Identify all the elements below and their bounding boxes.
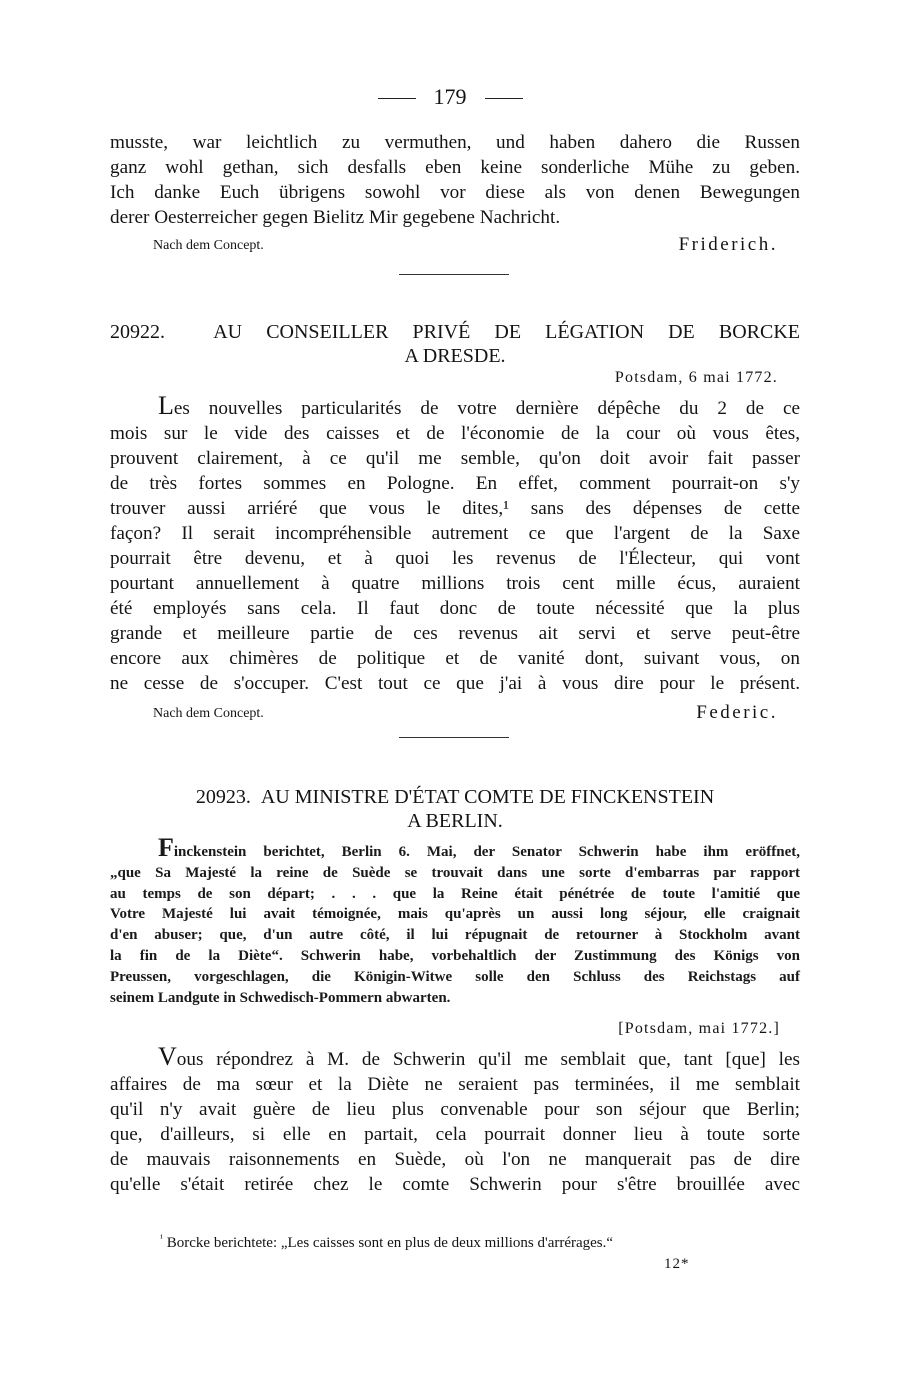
summary-line: „que Sa Majesté la reine de Suède se trouvait dans une sorte d'embarras par rapport bbox=[110, 864, 800, 881]
summary-line: Finckenstein berichtet, Berlin 6. Mai, der Senator Schwerin habe ihm eröffnet, bbox=[158, 833, 800, 862]
header-dash-left bbox=[378, 98, 416, 99]
summary-line: la fin de la Diète“. Schwerin habe, vorbehaltlich der Zustimmung des Königs von bbox=[110, 947, 800, 964]
text-line: Ich danke Euch übrigens sowohl vor diese als von denen Bewegungen bbox=[110, 182, 800, 203]
text-line: de mauvais raisonnements en Suède, où l'on ne manquerait pas de dire bbox=[110, 1149, 800, 1170]
text-line: que, d'ailleurs, si elle en partait, cela pourrait donner lieu à toute sorte bbox=[110, 1124, 800, 1145]
text-line: musste, war leichtlich zu vermuthen, und haben dahero die Russen bbox=[110, 132, 800, 153]
page-number: 179 bbox=[433, 84, 467, 109]
text-line: ne cesse de s'occuper. C'est tout ce que j'ai à vous dire pour le présent. bbox=[110, 673, 800, 694]
heading-title: AU MINISTRE D'ÉTAT COMTE DE FINCKENSTEIN bbox=[260, 786, 715, 808]
letter-body bbox=[110, 1042, 800, 1197]
text-line: ganz wohl gethan, sich desfalls eben keine sonderliche Mühe zu geben. bbox=[110, 157, 800, 178]
text-line: Les nouvelles particularités de votre dernière dépêche du 2 de ce bbox=[158, 391, 800, 420]
signature: Federic. bbox=[696, 702, 778, 723]
letter-number: 20923. bbox=[195, 786, 251, 808]
summary-line: Preussen, vorgeschlagen, die Königin-Witwe solle den Schluss des Reichstags auf bbox=[110, 968, 800, 985]
summary-line: d'en abuser; que, d'un autre côté, il lui répugnait de retourner à Stockholm avant bbox=[110, 927, 800, 944]
text-line: prouvent clairement, à ce qu'il me semble, qu'on doit avoir fait passer bbox=[110, 448, 800, 469]
drop-cap: L bbox=[158, 391, 174, 420]
section-divider bbox=[399, 737, 509, 738]
summary-line: Votre Majesté lui avait témoignée, mais qu'après un aussi long séjour, elle craignait bbox=[110, 906, 800, 923]
heading-place: A DRESDE. bbox=[404, 345, 506, 367]
page-header bbox=[0, 84, 900, 110]
source-note: Nach dem Concept. bbox=[153, 238, 264, 253]
summary-note bbox=[110, 833, 800, 1008]
text-line: encore aux chimères de politique et de vanité dont, suivant vous, on bbox=[110, 648, 800, 669]
heading-place: A BERLIN. bbox=[407, 810, 503, 832]
header-dash-right bbox=[485, 98, 523, 99]
letter-heading bbox=[110, 785, 800, 833]
summary-line: seinem Landgute in Schwedisch-Pommern abwarten. bbox=[110, 989, 451, 1006]
dateline: Potsdam, 6 mai 1772. bbox=[614, 369, 778, 386]
signature-mark: 12* bbox=[664, 1256, 690, 1272]
summary-line: au temps de son départ; . . . que la Reine était pénétrée de toute l'amitié que bbox=[110, 885, 800, 902]
text-line: Vous répondrez à M. de Schwerin qu'il me semblait que, tant [que] les bbox=[158, 1042, 800, 1071]
text-line: mois sur le vide des caisses et de l'économie de la cour où vous êtes, bbox=[110, 423, 800, 444]
text-line: de très fortes sommes en Pologne. En effet, comment pourrait-on s'y bbox=[110, 473, 800, 494]
footnote-text: Borcke berichtete: „Les caisses sont en plus de deux millions d'arrérages.“ bbox=[166, 1235, 614, 1251]
footnote-marker: ¹ bbox=[160, 1233, 163, 1244]
text-line: pourtant annuellement à quatre millions trois cent mille écus, auraient bbox=[110, 573, 800, 594]
text-line: façon? Il serait incompréhensible autrement ce que l'argent de la Saxe bbox=[110, 523, 800, 544]
text-line: qu'elle s'était retirée chez le comte Schwerin pour s'être brouillée avec bbox=[110, 1174, 800, 1195]
text-line: derer Oesterreicher gegen Bielitz Mir gegebene Nachricht. bbox=[110, 207, 561, 228]
dateline: [Potsdam, mai 1772.] bbox=[618, 1020, 780, 1037]
section-divider bbox=[399, 274, 509, 275]
opening-paragraph bbox=[110, 130, 800, 230]
footnote bbox=[160, 1233, 613, 1252]
text-line: pourrait être devenu, et à quoi les revenus de l'Électeur, qui vont bbox=[110, 548, 800, 569]
heading-line bbox=[110, 320, 800, 344]
text-line: été employés sans cela. Il faut donc de toute nécessité que la plus bbox=[110, 598, 800, 619]
heading-title: AU CONSEILLER PRIVÉ DE LÉGATION DE BORCKE bbox=[213, 321, 800, 343]
text-line: affaires de ma sœur et la Diète ne seraient pas terminées, il me semblait bbox=[110, 1074, 800, 1095]
letter-heading bbox=[110, 320, 800, 368]
letter-body bbox=[110, 391, 800, 696]
text-line: qu'il n'y avait guère de lieu plus convenable pour son séjour que Berlin; bbox=[110, 1099, 800, 1120]
signature: Friderich. bbox=[678, 234, 778, 255]
drop-cap: F bbox=[158, 833, 174, 862]
heading-line bbox=[110, 785, 800, 809]
drop-cap: V bbox=[158, 1042, 177, 1071]
source-note: Nach dem Concept. bbox=[153, 706, 264, 721]
text-line: grande et meilleure partie de ces revenus ait servi et serve peut-être bbox=[110, 623, 800, 644]
letter-number: 20922. bbox=[110, 321, 165, 343]
text-line: trouver aussi arriéré que vous le dites,¹ sans des dépenses de cette bbox=[110, 498, 800, 519]
